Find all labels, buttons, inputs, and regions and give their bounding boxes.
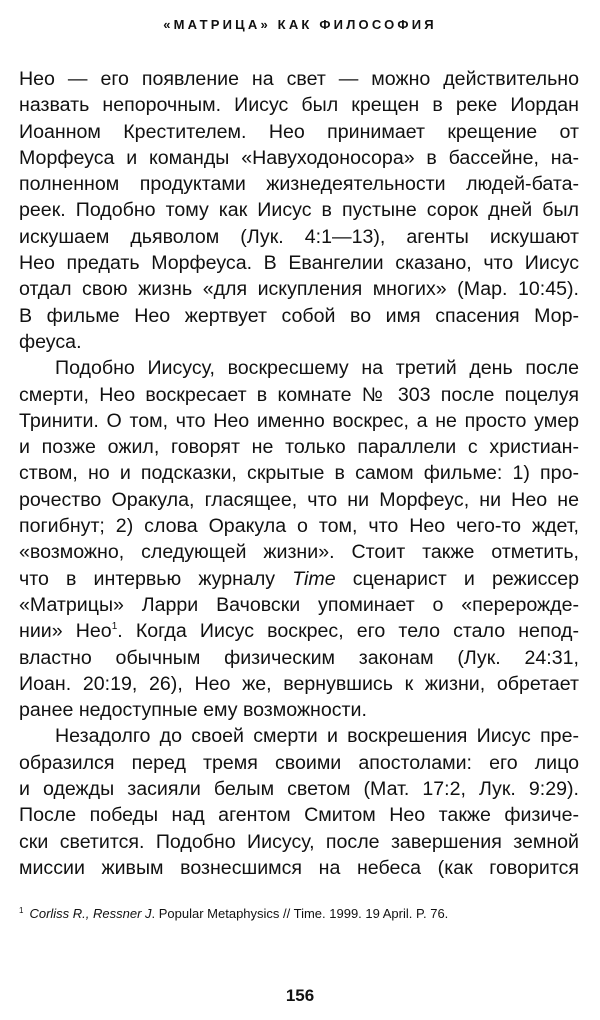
footnote-marker: 1 — [19, 906, 24, 915]
text-line: искушаем дьяволом (Лук. 4:1—13), агенты искушают — [19, 225, 579, 248]
text-line: Нео — его появление на свет — можно действительно — [19, 68, 579, 90]
text-line: Иоанном Крестителем. Нео принимает крещение от — [19, 120, 579, 143]
footnote-citation: . Popular Metaphysics // Time. 1999. 19 April. P. 76. — [151, 906, 449, 921]
text-line: «Матрицы» Ларри Вачовски упоминает о «перерожде- — [19, 593, 579, 616]
text-segment: нии» Нео — [19, 620, 112, 643]
text-line: «возможно, следующей жизни». Стоит также отметить, — [19, 541, 579, 564]
paragraph-first-line: Подобно Иисусу, воскресшему на третий день после — [55, 357, 579, 380]
magazine-title-italic: Time — [292, 567, 336, 590]
text-line: образился перед тремя своими апостолами: его лицо — [19, 751, 579, 774]
text-segment: . Когда Иисус воскрес, его тело стало непод- — [117, 620, 579, 643]
text-line: полненном продуктами жизнедеятельности людей-бата- — [19, 173, 579, 196]
text-line: Нео предать Морфеуса. В Евангелии сказано, что Иисус — [19, 252, 579, 275]
text-line: миссии живым вознесшимся на небеса (как говорится — [19, 856, 579, 879]
text-line: отдал свою жизнь «для искупления многих» (Мар. 10:45). — [19, 278, 579, 301]
text-line: смерти, Нео воскресает в комнате № 303 после поцелуя — [19, 383, 579, 406]
text-line: Тринити. О том, что Нео именно воскрес, а не просто умер — [19, 409, 579, 432]
footnote-authors: Corliss R., Ressner J — [29, 906, 152, 921]
text-line: и одежды засияли белым светом (Мат. 17:2, Лук. 9:29). — [19, 778, 579, 801]
text-line: рочество Оракула, гласящее, что ни Морфеус, ни Нео не — [19, 488, 579, 511]
body-text — [19, 66, 579, 881]
footnote — [19, 905, 579, 923]
footnote-reference[interactable]: 1 — [111, 621, 118, 633]
text-segment: сценарист и режиссер — [335, 567, 580, 590]
text-line: властно обычным физическим законам (Лук. 24:31, — [19, 646, 579, 669]
text-line: ством, но и подсказки, скрытые в самом фильме: 1) про- — [19, 462, 579, 485]
text-line-with-footnote-ref — [19, 618, 579, 644]
text-line: В фильме Нео жертвует собой во имя спасения Мор- — [19, 304, 579, 327]
paragraph-first-line: Незадолго до своей смерти и воскрешения Иисус пре- — [55, 725, 579, 748]
text-line: погибнут; 2) слова Оракула о том, что Нео чего-то ждет, — [19, 515, 579, 538]
text-line: Морфеуса и команды «Навуходоносора» в бассейне, на- — [19, 146, 579, 169]
text-line: После победы над агентом Смитом Нео также физиче- — [19, 804, 579, 827]
text-line: ранее недоступные ему возможности. — [19, 699, 367, 722]
text-line: и позже ожил, говорят не только параллели с христиан- — [19, 436, 579, 459]
text-line: реек. Подобно тому как Иисус в пустыне сорок дней был — [19, 199, 579, 222]
text-line-with-italic — [19, 566, 579, 592]
running-header: «МАТРИЦА» КАК ФИЛОСОФИЯ — [163, 17, 437, 32]
text-line: феуса. — [19, 330, 82, 353]
text-line: ски светится. Подобно Иисусу, после завершения земной — [19, 830, 579, 853]
text-line: назвать непорочным. Иисус был крещен в реке Иордан — [19, 94, 579, 117]
page-number: 156 — [285, 986, 315, 1005]
text-line: Иоан. 20:19, 26), Нео же, вернувшись к жизни, обретает — [19, 672, 579, 695]
text-segment: что в интервью журналу — [19, 567, 293, 590]
